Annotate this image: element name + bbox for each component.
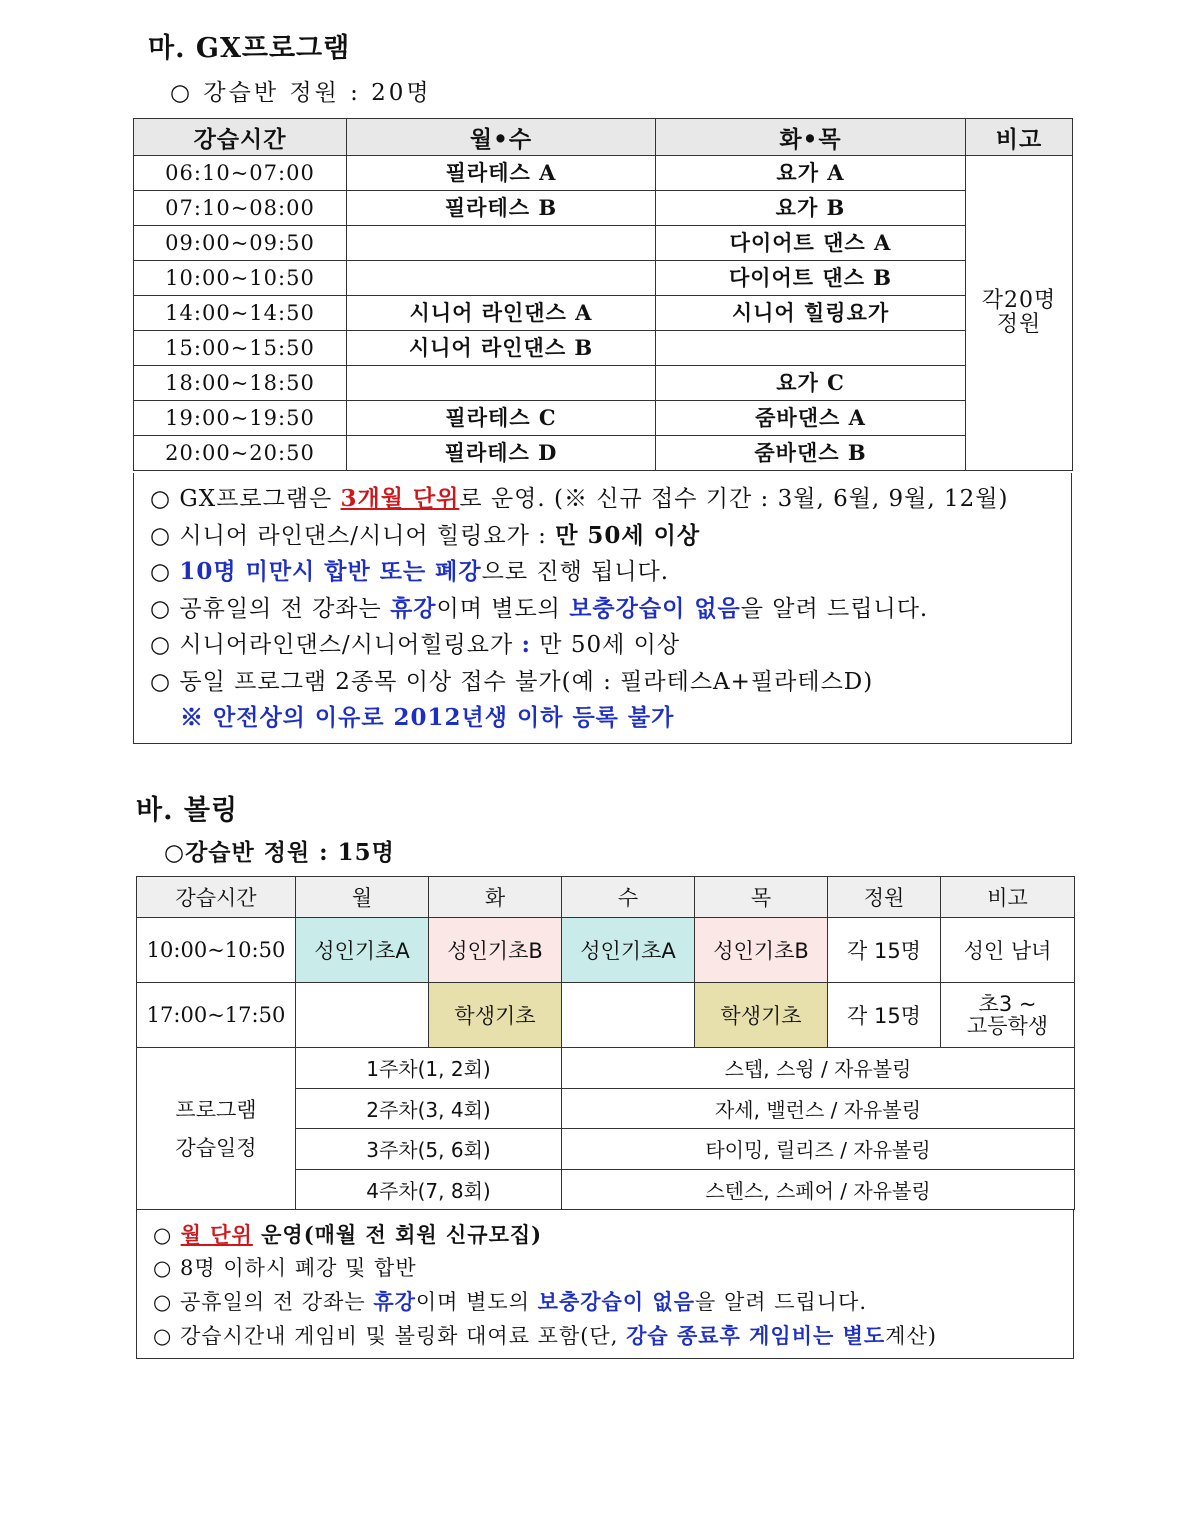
bowling-heading: 바. 볼링 <box>136 795 239 826</box>
note-highlight: 휴강 <box>390 594 437 622</box>
table-row <box>134 331 1073 366</box>
tue-thu-cell: 시니어 힐링요가 <box>656 296 966 331</box>
time-cell: 06:10~07:00 <box>134 156 347 191</box>
week-cell: 3주차(5, 6회) <box>296 1129 562 1170</box>
note-text: ○ 시니어라인댄스/시니어힐링요가 <box>150 632 522 658</box>
schedule-label-line2: 강습일정 <box>175 1135 257 1160</box>
note-text: 로 운영. (※ 신규 접수 기간 : 3월, 6월, 9월, 12월) <box>459 486 1009 512</box>
bowling-note-3 <box>153 1285 1073 1319</box>
header-time: 강습시간 <box>134 119 347 156</box>
header-remark: 비고 <box>941 877 1075 918</box>
mon-wed-cell: 시니어 라인댄스 B <box>347 331 656 366</box>
tue-thu-cell: 요가 A <box>656 156 966 191</box>
note-highlight: 보충강습이 없음 <box>569 594 741 622</box>
tue-thu-cell: 요가 C <box>656 366 966 401</box>
remark-cell <box>941 983 1075 1048</box>
wed-cell: 성인기초A <box>562 918 695 983</box>
time-cell: 10:00~10:50 <box>137 918 296 983</box>
wed-cell <box>562 983 695 1048</box>
time-cell: 09:00~09:50 <box>134 226 347 261</box>
mon-wed-cell <box>347 226 656 261</box>
schedule-row <box>137 1048 1075 1089</box>
week-cell: 1주차(1, 2회) <box>296 1048 562 1089</box>
bowling-capacity: ○강습반 정원 : 15명 <box>164 839 395 866</box>
note-text: ○ 공휴일의 전 강좌는 <box>153 1290 374 1314</box>
bowling-note-2: ○ 8명 이하시 폐강 및 합반 <box>153 1255 417 1280</box>
gx-note-6: ○ 동일 프로그램 2종목 이상 접수 불가(예 : 필라테스A+필라테스D) <box>150 668 874 695</box>
week-cell: 4주차(7, 8회) <box>296 1169 562 1210</box>
mon-wed-cell <box>347 261 656 296</box>
remark-line2: 정원 <box>996 312 1042 337</box>
remark-line1: 초3 ~ <box>978 992 1037 1016</box>
note-text: 만 50세 이상 <box>531 632 681 658</box>
bowling-note-1 <box>153 1218 1073 1252</box>
header-mon-wed: 월•수 <box>347 119 656 156</box>
header-capacity: 정원 <box>828 877 941 918</box>
note-text: 을 알려 드립니다. <box>694 1290 868 1314</box>
remark-line2: 고등학생 <box>966 1014 1049 1038</box>
note-highlight: 강습 종료후 게임비는 별도 <box>626 1322 886 1348</box>
note-text: 계산) <box>885 1323 937 1348</box>
table-row <box>134 436 1073 471</box>
note-text: ○ GX프로그램은 <box>150 486 341 512</box>
remark-cell <box>966 156 1073 471</box>
mon-cell: 성인기초A <box>296 918 429 983</box>
gx-note-3 <box>150 554 1071 591</box>
table-row <box>134 156 1073 191</box>
note-text: ○ <box>150 559 180 585</box>
note-highlight: 보충강습이 없음 <box>537 1289 695 1314</box>
schedule-label-cell <box>137 1048 296 1210</box>
table-row <box>134 226 1073 261</box>
gx-notes-box <box>133 473 1072 744</box>
note-highlight: : <box>521 631 531 658</box>
note-text: ○ <box>153 1222 181 1247</box>
table-row <box>134 366 1073 401</box>
header-mon: 월 <box>296 877 429 918</box>
note-highlight: 10명 미만시 합반 또는 폐강 <box>179 558 482 585</box>
header-tue: 화 <box>429 877 562 918</box>
header-remark: 비고 <box>966 119 1073 156</box>
time-cell: 17:00~17:50 <box>137 983 296 1048</box>
note-text: ○ 공휴일의 전 강좌는 <box>150 595 391 622</box>
gx-note-1 <box>150 481 1071 518</box>
mon-wed-cell: 필라테스 D <box>347 436 656 471</box>
note-highlight: 월 단위 <box>180 1222 253 1247</box>
time-cell: 07:10~08:00 <box>134 191 347 226</box>
note-text: ○ 강습시간내 게임비 및 볼링화 대여료 포함(단, <box>153 1323 627 1348</box>
table-row <box>134 401 1073 436</box>
tue-thu-cell: 다이어트 댄스 A <box>656 226 966 261</box>
table-row <box>134 191 1073 226</box>
tue-thu-cell <box>656 331 966 366</box>
bowling-schedule-table <box>136 876 1075 1210</box>
gx-note-4 <box>150 591 1071 628</box>
gx-heading: 마. GX프로그램 <box>148 33 351 64</box>
tue-thu-cell: 줌바댄스 B <box>656 436 966 471</box>
header-wed: 수 <box>562 877 695 918</box>
remark-line1: 각20명 <box>981 288 1057 313</box>
time-cell: 10:00~10:50 <box>134 261 347 296</box>
mon-wed-cell: 시니어 라인댄스 A <box>347 296 656 331</box>
content-cell: 자세, 밸런스 / 자유볼링 <box>562 1088 1075 1129</box>
mon-wed-cell: 필라테스 C <box>347 401 656 436</box>
table-header-row <box>134 119 1073 156</box>
content-cell: 타이밍, 릴리즈 / 자유볼링 <box>562 1129 1075 1170</box>
note-highlight: 만 50세 이상 <box>555 521 701 549</box>
time-cell: 20:00~20:50 <box>134 436 347 471</box>
time-cell: 14:00~14:50 <box>134 296 347 331</box>
note-highlight: 3개월 단위 <box>340 485 460 512</box>
note-text: 이며 별도의 <box>415 1290 538 1314</box>
gx-note-2 <box>150 518 1071 555</box>
note-text: 으로 진행 됩니다. <box>481 559 670 585</box>
note-highlight: 휴강 <box>373 1289 416 1314</box>
week-cell: 2주차(3, 4회) <box>296 1088 562 1129</box>
table-row <box>134 261 1073 296</box>
bowling-notes-box <box>136 1210 1074 1359</box>
time-cell: 18:00~18:50 <box>134 366 347 401</box>
tue-thu-cell: 줌바댄스 A <box>656 401 966 436</box>
tue-cell: 성인기초B <box>429 918 562 983</box>
capacity-cell: 각 15명 <box>828 983 941 1048</box>
tue-thu-cell: 요가 B <box>656 191 966 226</box>
bowling-note-4 <box>153 1319 1073 1353</box>
header-thu: 목 <box>695 877 828 918</box>
tue-cell: 학생기초 <box>429 983 562 1048</box>
note-text: 을 알려 드립니다. <box>740 595 929 622</box>
tue-thu-cell: 다이어트 댄스 B <box>656 261 966 296</box>
schedule-label-line1: 프로그램 <box>175 1097 257 1122</box>
gx-note-7: ※ 안전상의 이유로 2012년생 이하 등록 불가 <box>180 704 675 731</box>
thu-cell: 학생기초 <box>695 983 828 1048</box>
time-cell: 15:00~15:50 <box>134 331 347 366</box>
table-row <box>137 983 1075 1048</box>
thu-cell: 성인기초B <box>695 918 828 983</box>
capacity-cell: 각 15명 <box>828 918 941 983</box>
gx-schedule-table <box>133 118 1073 471</box>
header-time: 강습시간 <box>137 877 296 918</box>
mon-wed-cell <box>347 366 656 401</box>
mon-wed-cell: 필라테스 A <box>347 156 656 191</box>
table-row <box>137 918 1075 983</box>
note-text: ○ 시니어 라인댄스/시니어 힐링요가 : <box>150 522 556 549</box>
content-cell: 스텝, 스윙 / 자유볼링 <box>562 1048 1075 1089</box>
remark-cell: 성인 남녀 <box>941 918 1075 983</box>
gx-note-5 <box>150 627 1071 664</box>
time-cell: 19:00~19:50 <box>134 401 347 436</box>
note-text: 운영(매월 전 회원 신규모집) <box>252 1222 543 1247</box>
note-text: 이며 별도의 <box>436 595 570 622</box>
content-cell: 스텐스, 스페어 / 자유볼링 <box>562 1169 1075 1210</box>
table-header-row <box>137 877 1075 918</box>
table-row <box>134 296 1073 331</box>
mon-wed-cell: 필라테스 B <box>347 191 656 226</box>
gx-capacity: ○ 강습반 정원 : 20명 <box>170 80 432 106</box>
header-tue-thu: 화•목 <box>656 119 966 156</box>
mon-cell <box>296 983 429 1048</box>
